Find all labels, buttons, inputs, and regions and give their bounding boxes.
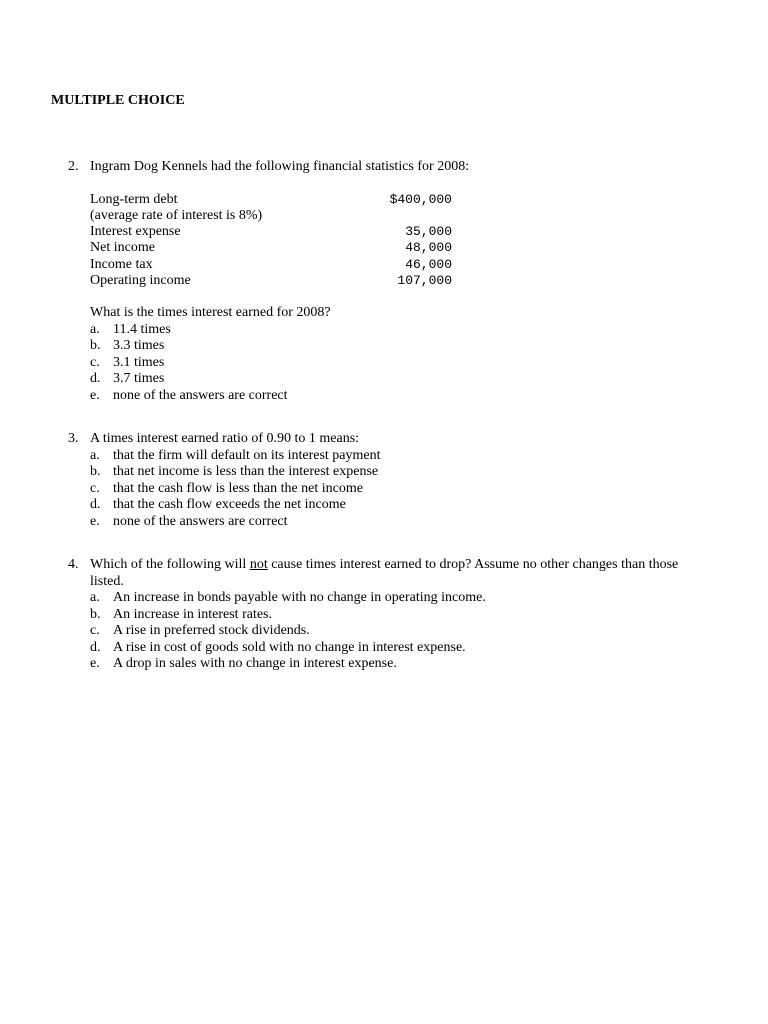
question-text (90, 557, 688, 590)
question-body (90, 159, 688, 404)
answer-choice (90, 371, 688, 388)
choice-text: A drop in sales with no change in interest expense. (113, 656, 397, 671)
question-number: 4. (68, 557, 79, 572)
answer-choice (90, 322, 688, 339)
choice-letter: e. (90, 656, 100, 671)
choice-text: that net income is less than the interest expense (113, 464, 379, 479)
choice-letter: c. (90, 623, 100, 638)
choice-text: A rise in preferred stock dividends. (113, 623, 310, 638)
question-4 (68, 557, 688, 673)
answer-choice (90, 497, 688, 514)
question-3 (68, 431, 688, 530)
question-prompt: What is the times interest earned for 2008? (90, 305, 331, 321)
stat-label: (average rate of interest is 8%) (90, 207, 263, 223)
choice-letter: e. (90, 513, 100, 529)
stat-label: Operating income (90, 272, 191, 288)
choice-letter: a. (90, 321, 100, 337)
choice-letter: b. (90, 464, 101, 479)
choice-letter: c. (90, 354, 100, 370)
choice-text: that the cash flow exceeds the net income (113, 497, 346, 512)
answer-choice (90, 607, 688, 624)
stat-value: 107,000 (397, 272, 452, 288)
choice-letter: a. (90, 447, 100, 463)
choice-text: A rise in cost of goods sold with no change in interest expense. (113, 639, 466, 655)
stat-row (90, 240, 452, 256)
question-2 (68, 159, 688, 404)
stat-label: Income tax (90, 256, 153, 272)
stat-value: 48,000 (405, 240, 452, 256)
answer-choice (90, 514, 688, 531)
choice-text: 11.4 times (113, 321, 171, 337)
choice-text: An increase in bonds payable with no change in operating income. (113, 590, 486, 605)
choice-letter: d. (90, 371, 101, 387)
answer-choice (90, 338, 688, 355)
choice-letter: d. (90, 639, 101, 655)
stat-row (90, 192, 452, 208)
question-body (90, 557, 688, 673)
answer-choices (90, 322, 688, 405)
stat-row (90, 273, 452, 289)
choice-letter: c. (90, 480, 100, 496)
choice-text: none of the answers are correct (113, 513, 288, 529)
answer-choice (90, 388, 688, 405)
answer-choice (90, 590, 688, 607)
question-number: 3. (68, 431, 79, 446)
answer-choice (90, 623, 688, 640)
stat-row (90, 257, 452, 273)
stat-label: Long-term debt (90, 191, 178, 207)
answer-choice (90, 355, 688, 372)
choice-letter: b. (90, 338, 101, 354)
question-text-part: Which of the following will (90, 557, 250, 572)
choice-text: that the firm will default on its interest payment (113, 447, 381, 463)
choice-text: that the cash flow is less than the net income (113, 480, 363, 496)
stat-row (90, 208, 452, 224)
stat-value: $400,000 (389, 191, 452, 207)
underlined-word: not (249, 557, 268, 572)
choice-text: none of the answers are correct (113, 387, 288, 403)
answer-choice (90, 640, 688, 657)
choice-text: An increase in interest rates. (113, 606, 272, 622)
question-text: A times interest earned ratio of 0.90 to 1 means: (90, 431, 360, 446)
stat-value: 35,000 (405, 224, 452, 240)
answer-choice (90, 464, 688, 481)
stat-value: 46,000 (405, 256, 452, 272)
question-number: 2. (68, 159, 79, 174)
choice-letter: b. (90, 606, 101, 622)
choice-text: 3.3 times (113, 338, 165, 354)
question-text: Ingram Dog Kennels had the following financial statistics for 2008: (90, 159, 470, 174)
choice-letter: a. (90, 590, 100, 605)
answer-choice (90, 656, 688, 673)
stat-label: Net income (90, 240, 155, 256)
answer-choice (90, 448, 688, 465)
choice-letter: e. (90, 387, 100, 403)
question-text-part: cause times interest earned to drop? Assume no other changes than those listed. (90, 557, 679, 589)
answer-choices (90, 448, 688, 531)
choice-letter: d. (90, 497, 101, 512)
answer-choice (90, 481, 688, 498)
choice-text: 3.1 times (113, 354, 165, 370)
section-heading: MULTIPLE CHOICE (51, 93, 185, 108)
stat-row (90, 224, 452, 240)
financial-statistics-table (90, 192, 452, 290)
choice-text: 3.7 times (113, 371, 165, 387)
question-body (90, 431, 688, 530)
stat-label: Interest expense (90, 224, 181, 240)
answer-choices (90, 590, 688, 673)
